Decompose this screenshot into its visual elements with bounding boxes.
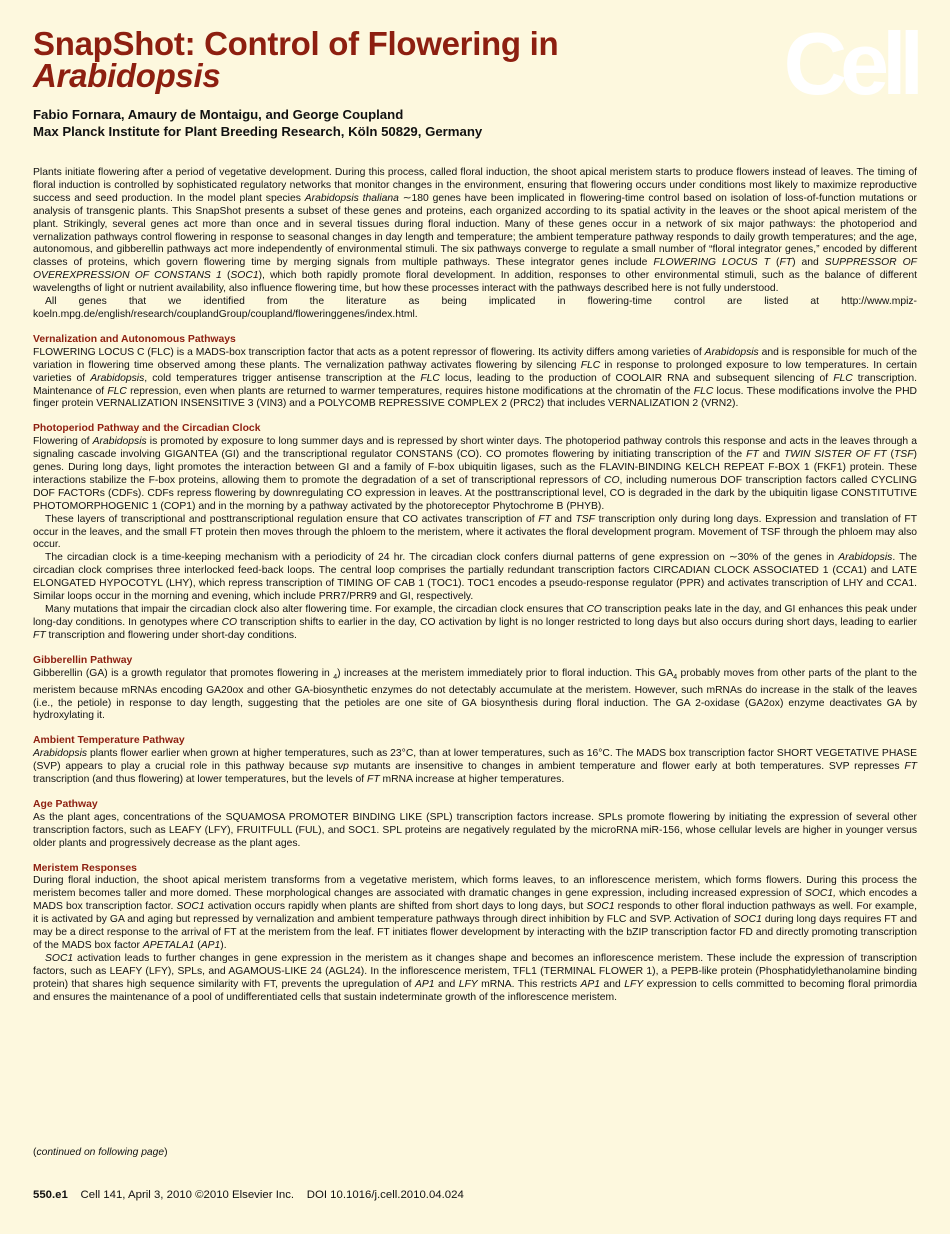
- authors: Fabio Fornara, Amaury de Montaigu, and George Coupland: [33, 107, 404, 122]
- title-line-1: SnapShot: Control of Flowering in: [33, 25, 559, 62]
- citation: Cell 141, April 3, 2010 ©2010 Elsevier Inc.: [80, 1189, 295, 1201]
- section-heading: Photoperiod Pathway and the Circadian Clock: [33, 423, 261, 435]
- introduction: [33, 167, 917, 322]
- intro-paragraph-1: Plants initiate flowering after a period of vegetative development. During this process, called floral induction, the shoot apical meristem starts to produce flowers instead of leaves. The timing of floral induction is controlled by sophisticated regulatory networks that monitor changes in the environment, ensuring that flowering occurs under conditions most likely to maximize reproductive success and seed production. In the model plant species Arabidopsis thaliana ∼180 genes have been implicated in flowering-time control based on isolation of loss-of-function mutations or analysis of transgenic plants. This SnapShot presents a subset of these genes and proteins, each organized according to its spatial activity in the leaves or the shoot apical meristem of the plant. Strikingly, several genes act more than once and in several tissues during floral induction. Many of these genes occur in a network of six major pathways: the photoperiod and vernalization pathways control flowering in response to seasonal changes in day length and temperature; the ambient temperature pathway responds to daily growth temperatures; and the age, autonomous, and gibberellin pathways act more independently of environmental stimuli. The six pathways converge to regulate a small number of “floral integrator genes,” encoded by different classes of proteins, which govern flowering time by merging signals from multiple pathways. These integrator genes include FLOWERING LOCUS T (FT) and SUPPRESSOR OF OVEREXPRESSION OF CONSTANS 1 (SOC1), which both rapidly promote floral development. In addition, responses to other environmental stimuli, such as the balance of different wavelengths of light or nutrient availability, also influence flowering time, but how these processes interact with the pathways described here is not fully understood.: [33, 167, 917, 295]
- section-heading: Gibberellin Pathway: [33, 654, 133, 666]
- section-age: [33, 799, 917, 851]
- section-vernalization: [33, 334, 917, 411]
- section-paragraph: These layers of transcriptional and posttranscriptional regulation ensure that CO activates transcription of FT and TSF transcription only during long days. Expression and translation of FT occur in the leaves, and the small FT protein then moves through the phloem to the meristem, where it activates the floral development program. Movement of TSF through the phloem may also occur.: [33, 513, 918, 551]
- page-footer: [33, 1189, 464, 1201]
- continued-note: (continued on following page): [33, 1147, 168, 1158]
- section-paragraph: Gibberellin (GA) is a growth regulator that promotes flowering in $_4$) increases at the meristem immediately prior to floral induction. This $GA_4$ probably moves from other parts of the plant to the meristem because mRNAs encoding GA20ox and other GA-biosynthetic enzymes do not detectably accumulate at the meristem. However, such mRNAs do increase in the stalk of the leaves (i.e., the petiole) in response to day length, suggesting that the petioles are one site of GA biosynthesis during floral induction. The GA 2-oxidase (GA2ox) enzyme deactivates GA by hydroxylating it.: [33, 667, 917, 722]
- section-gibberellin: [33, 655, 917, 724]
- section-paragraph: The circadian clock is a time-keeping mechanism with a periodicity of 24 hr. The circadian clock confers diurnal patterns of gene expression on ∼30% of the genes in Arabidopsis. The circadian clock comprises three interlocked feed-back loops. The central loop comprises the partially redundant transcription factors CIRCADIAN CLOCK ASSOCIATED 1 (CCA1) and LATE ELONGATED HYPOCOTYL (LHY), which repress transcription of TIMING OF CAB 1 (TOC1). TOC1 encodes a pseudo-response regulator (PPR) and activates transcription of LHY and CCA1. Similar loops occur in the morning and evening, which include PRR7/PRR9 and GI, respectively.: [33, 552, 917, 603]
- section-paragraph: SOC1 activation leads to further changes in gene expression in the meristem as it changes shape and becomes an inflorescence meristem. These include the expression of transcription factors, such as LEAFY (LFY), SPLs, and AGAMOUS-LIKE 24 (AGL24). In the inflorescence meristem, TFL1 (TERMINAL FLOWER 1), a PEPB-like protein (Phosphatidylethanolamine binding protein) that shares high sequence similarity with FT, prevents the upregulation of AP1 and LFY mRNA. This restricts AP1 and LFY expression to cells committed to becoming floral primordia and ensures the maintenance of a pool of undifferentiated cells that sustain indeterminate growth of the inflorescence meristem.: [33, 952, 917, 1003]
- section-paragraph: Flowering of Arabidopsis is promoted by exposure to long summer days and is repressed by short winter days. The photoperiod pathway controls this response and acts in the leaves through a signaling cascade involving GIGANTEA (GI) and the transcriptional regulator CONSTANS (CO). CO promotes flowering by initiating transcription of the FT and TWIN SISTER OF FT (TSF) genes. During long days, light promotes the interaction between GI and a family of F-box ubiquitin ligases, such as the FLAVIN-BINDING KELCH REPEAT F-BOX 1 (FKF1) protein. These interactions stabilize the F-box proteins, allowing them to promote the degradation of a set of transcriptional repressors of CO, including numerous DOF transcription factors called CYCLING DOF FACTORs (CDFs). CDFs repress flowering by downregulating CO expression in leaves. At the posttranscriptional level, CO is degraded in the dark by the ubiquitin ligase CONSTITUTIVE PHOTOMORPHOGENIC 1 (COP1) and in the morning by a pathway activated by the photoreceptor Phytochrome B (PHYB).: [33, 436, 917, 512]
- section-meristem: [33, 863, 917, 1005]
- section-paragraph: Arabidopsis plants flower earlier when grown at higher temperatures, such as 23°C, than at lower temperatures, such as 16°C. The MADS box transcription factor SHORT VEGETATIVE PHASE (SVP) appears to play a crucial role in this pathway because svp mutants are insensitive to changes in ambient temperature and flower early at both temperatures. SVP represses FT transcription (and thus flowering) at lower temperatures, but the levels of FT mRNA increase at higher temperatures.: [33, 748, 917, 786]
- page-number: 550.e1: [33, 1189, 68, 1201]
- article-title: [33, 25, 917, 94]
- section-heading: Ambient Temperature Pathway: [33, 735, 185, 747]
- author-block: [33, 106, 917, 140]
- section-paragraph: Many mutations that impair the circadian clock also alter flowering time. For example, the circadian clock ensures that CO transcription peaks late in the day, and GI enhances this peak under long-day conditions. In genotypes where CO transcription shifts to earlier in the day, CO activation by light is no longer restricted to long days but also occurs during short days, leading to earlier FT transcription and flowering under short-day conditions.: [33, 604, 918, 641]
- section-ambient-temperature: [33, 735, 917, 787]
- intro-paragraph-2: All genes that we identified from the literature as being implicated in flowering-time control are listed at http://www.mpiz-koeln.mpg.de/english/research/couplandGroup/coupland/floweringgenes/index.html.: [33, 296, 917, 320]
- article: [33, 25, 918, 1005]
- cell-logo: Cell: [783, 14, 917, 113]
- affiliation: Max Planck Institute for Plant Breeding Research, Köln 50829, Germany: [33, 124, 483, 139]
- title-line-2: Arabidopsis: [33, 57, 221, 94]
- section-heading: Meristem Responses: [33, 862, 137, 874]
- doi: DOI 10.1016/j.cell.2010.04.024: [306, 1189, 464, 1201]
- section-photoperiod: [33, 423, 917, 642]
- section-heading: Vernalization and Autonomous Pathways: [33, 333, 236, 345]
- section-paragraph: FLOWERING LOCUS C (FLC) is a MADS-box transcription factor that acts as a potent repressor of flowering. Its activity differs among varieties of Arabidopsis and is responsible for much of the variation in flowering time observed among these plants. The vernalization pathway activates flowering by silencing FLC in response to prolonged exposure to low temperatures. In certain varieties of Arabidopsis, cold temperatures trigger antisense transcription at the FLC locus, leading to the production of COOLAIR RNA and subsequent silencing of FLC transcription. Maintenance of FLC repression, even when plants are returned to warmer temperatures, requires histone modifications at the chromatin of the FLC locus. These modifications involve the PHD finger protein VERNALIZATION INSENSITIVE 3 (VIN3) and a POLYCOMB REPRESSIVE COMPLEX 2 (PRC2) that includes VERNALIZATION 2 (VRN2).: [33, 346, 918, 410]
- section-paragraph: As the plant ages, concentrations of the SQUAMOSA PROMOTER BINDING LIKE (SPL) transcription factors increase. SPLs promote flowering by initiating the expression of several other transcription factors, such as LEAFY (LFY), FRUITFULL (FUL), and SOC1. SPL proteins are negatively regulated by the microRNA miR-156, whose cellular levels are higher in younger versus older plants and progressively decrease as the plant ages.: [33, 811, 917, 849]
- section-heading: Age Pathway: [33, 798, 98, 810]
- section-paragraph: During floral induction, the shoot apical meristem transforms from a vegetative meristem, which forms leaves, to an inflorescence meristem, which forms flowers. During this process the meristem becomes taller and more domed. These morphological changes are associated with dramatic changes in gene expression, including increased expression of SOC1, which encodes a MADS box transcription factor. SOC1 activation occurs rapidly when plants are shifted from short days to long days, but SOC1 responds to other floral induction pathways as well. For example, it is activated by GA and aging but repressed by vernalization and ambient temperature pathways through direct inhibition by FLC and SVP. Activation of SOC1 during long days requires FT and may be a direct response to the arrival of FT at the meristem from the leaf. FT initiates flower development by interacting with the bZIP transcription factor FD and directly promoting transcription of the MADS box factor APETALA1 (AP1).: [33, 875, 918, 951]
